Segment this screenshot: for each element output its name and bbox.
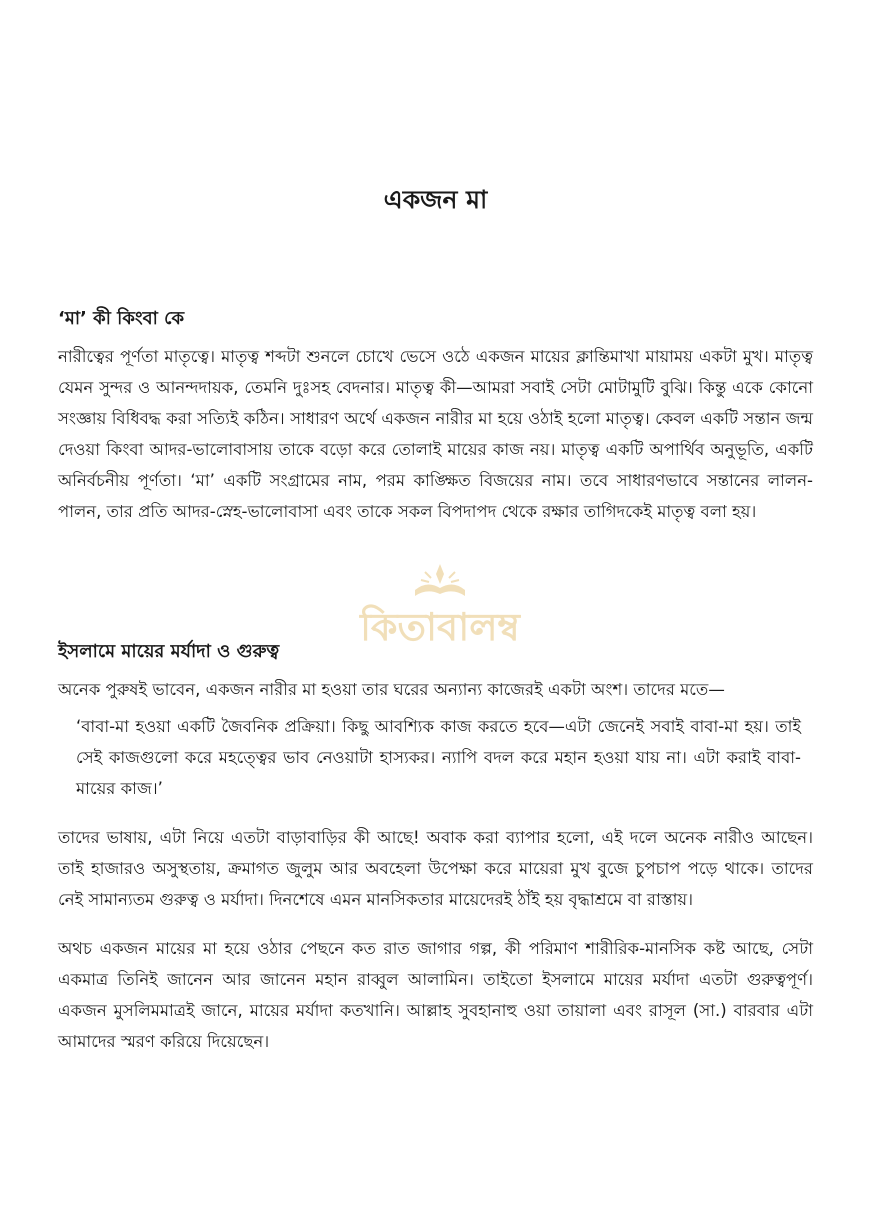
section-mother-status-in-islam bbox=[58, 638, 813, 1057]
body-paragraph: অথচ একজন মায়ের মা হয়ে ওঠার পেছনে কত রাত জাগার গল্প, কী পরিমাণ শারীরিক-মানসিক কষ্ট আছে, সেটা একমাত্র তিনিই জানেন আর জানেন মহান রাব্বুল আলামিন। তাইতো ইসলামে মায়ের মর্যাদা এতটা গুরুত্বপূর্ণ। একজন মুসলিমমাত্রই জানে, মায়ের মর্যাদা কতখানি। আল্লাহ সুবহানাহু ওয়া তায়ালা এবং রাসূল (সা.) বারবার এটা আমাদের স্মরণ করিয়ে দিয়েছেন। bbox=[58, 939, 813, 1051]
body-paragraph: নারীত্বের পূর্ণতা মাতৃত্বে। মাতৃত্ব শব্দটা শুনলে চোখে ভেসে ওঠে একজন মায়ের ক্লান্তিমাখা মায়াময় একটা মুখ। মাতৃত্ব যেমন সুন্দর ও আনন্দদায়ক, তেমনি দুঃসহ বেদনার। মাতৃত্ব কী—আমরা সবাই সেটা মোটামুটি বুঝি। কিন্তু একে কোনো সংজ্ঞায় বিধিবদ্ধ করা সত্যিই কঠিন। সাধারণ অর্থে একজন নারীর মা হয়ে ওঠাই হলো মাতৃত্ব। কেবল একটি সন্তান জন্ম দেওয়া কিংবা আদর-ভালোবাসায় তাকে বড়ো করে তোলাই মায়ের কাজ নয়। মাতৃত্ব একটি অপার্থিব অনুভূতি, একটি অনির্বচনীয় পূর্ণতা। ‘মা’ একটি সংগ্রামের নাম, পরম কাঙ্ক্ষিত বিজয়ের নাম। তবে সাধারণভাবে সন্তানের লালন-পালন, তার প্রতি আদর-স্নেহ-ভালোবাসা এবং তাকে সকল বিপদাপদ থেকে রক্ষার তাগিদকেই মাতৃত্ব বলা হয়। bbox=[58, 347, 813, 521]
open-book-icon bbox=[345, 560, 535, 600]
quote-text: ‘বাবা-মা হওয়া একটি জৈবনিক প্রক্রিয়া। কিছু আবশ্যিক কাজ করতে হবে—এটা জেনেই সবাই বাবা-মা হয়। তাই সেই কাজগুলো করে মহত্ত্বের ভাব নেওয়াটা হাস্যকর। ন্যাপি বদল করে মহান হওয়া যায় না। এটা করাই বাবা-মায়ের কাজ।’ bbox=[76, 717, 801, 798]
body-paragraph: অনেক পুরুষই ভাবেন, একজন নারীর মা হওয়া তার ঘরের অন্যান্য কাজেরই একটা অংশ। তাদের মতে— bbox=[58, 680, 725, 699]
section-what-is-mother bbox=[58, 305, 813, 527]
publisher-watermark bbox=[345, 560, 535, 650]
section-heading: ‘মা’ কী কিংবা কে bbox=[58, 308, 185, 329]
watermark-text: কিতাবালম্ব bbox=[360, 605, 520, 649]
chapter-title: একজন মা bbox=[383, 185, 488, 214]
section-heading: ইসলামে মায়ের মর্যাদা ও গুরুত্ব bbox=[58, 641, 280, 662]
body-paragraph: তাদের ভাষায়, এটা নিয়ে এতটা বাড়াবাড়ির কী আছে! অবাক করা ব্যাপার হলো, এই দলে অনেক নারীও আছেন। তাই হাজারও অসুস্থতায়, ক্রমাগত জুলুম আর অবহেলা উপেক্ষা করে মায়েরা মুখ বুজে চুপচাপ পড়ে থাকে। তাদের নেই সামান্যতম গুরুত্ব ও মর্যাদা। দিনশেষে এমন মানসিকতার মায়েদেরই ঠাঁই হয় বৃদ্ধাশ্রমে বা রাস্তায়। bbox=[58, 828, 813, 909]
block-quote bbox=[76, 711, 801, 804]
